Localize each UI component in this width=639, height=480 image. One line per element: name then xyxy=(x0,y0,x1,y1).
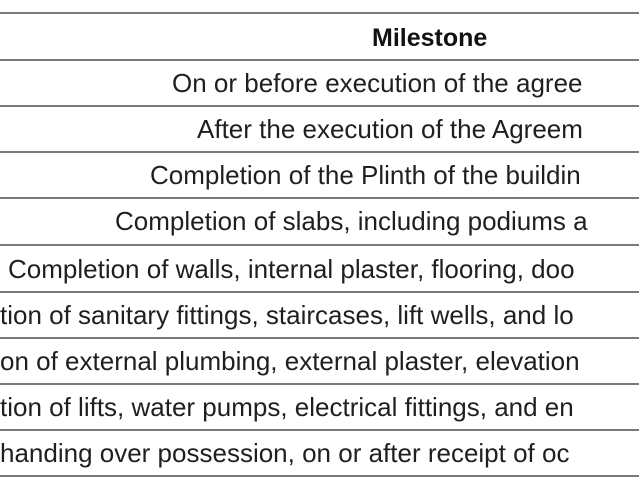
table-row: Completion of slabs, including podiums a xyxy=(115,206,588,236)
column-header-milestone: Milestone xyxy=(372,24,488,52)
table-row: On or before execution of the agree xyxy=(172,68,583,98)
table-row: handing over possession, on or after receipt of oc xyxy=(0,438,570,468)
table-row: on of external plumbing, external plaster, elevation xyxy=(0,346,580,376)
table-row: tion of sanitary fittings, staircases, lift wells, and lo xyxy=(0,300,574,330)
table-row: After the execution of the Agreem xyxy=(197,114,583,144)
table-row: Completion of walls, internal plaster, flooring, doo xyxy=(8,254,575,284)
table-top-border xyxy=(0,12,639,14)
table-bottom-border xyxy=(0,475,639,477)
table-row: Completion of the Plinth of the buildin xyxy=(150,160,581,190)
table-row: tion of lifts, water pumps, electrical fittings, and en xyxy=(0,392,574,422)
table-row-divider xyxy=(0,244,639,246)
